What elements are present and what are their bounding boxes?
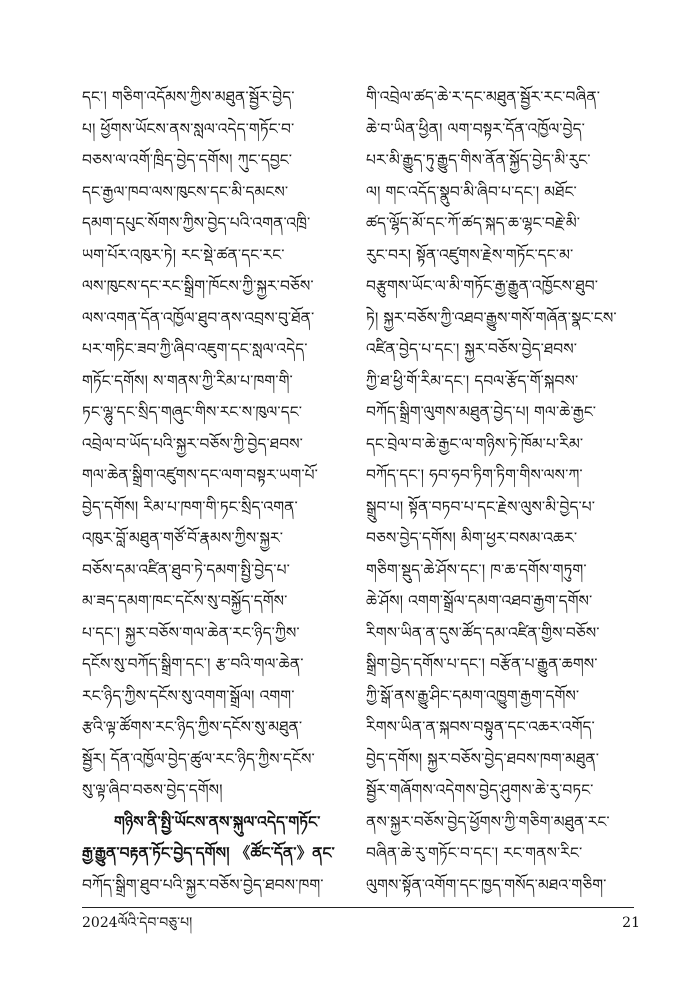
footer-issue-label: 2024ལོའི་དེབ་བཅུ་པ། (82, 915, 193, 931)
text-line: ཀྱི་སྒོ་ནས་རྒྱུ་ཤིང་དམག་འཁྱུག་རྒྱག་དགོས་ (366, 686, 580, 705)
left-text-column (82, 82, 350, 901)
text-line: དང་། གཅིག་འདོམས་ཀྱིས་མཐུན་སྦྱོར་བྱེད་ (82, 88, 295, 106)
text-line: བྱེད་དགོས། སྐྱར་བཅོས་བྱེད་ཐབས་ཁག་མཐུན་ (366, 749, 600, 768)
text-line: དང་བྲེལ་བ་ཆེ་རྒྱང་ལ་གཉིས་ཏེ་ཁོམ་པ་རིམ་ (366, 434, 584, 453)
text-line: འབྲེལ་བ་ཡོད་པའི་སྐྱར་བཅོས་ཀྱི་བྱེད་ཐབས་ (82, 434, 303, 453)
text-line: གལ་ཆེན་སྒྲིག་འཛུགས་དང་ལག་བསྟར་ཡག་པོ་ (82, 466, 318, 484)
text-line: ཀྱི་ཐ་ཕྱི་གོ་རིམ་དང་། དབལ་རྩོད་གོ་སྐབས་ (366, 371, 579, 390)
text-line: བྱེད་དགོས། རིམ་པ་ཁག་གི་ཏང་སྲིད་འགན་ (82, 497, 298, 516)
text-line: བཀོད་སྒྲིག་ལུགས་མཐུན་བྱེད་པ། གལ་ཆེ་རྒྱང་ (366, 403, 597, 421)
text-line: བཀོད་དང་། ཧབ་ཧབ་ཏིག་ཏིག་གིས་ལས་ཀ་ (366, 466, 583, 484)
text-line: རང་ཉིད་ཀྱིས་དངོས་སུ་འགག་སྒྲོལ། འགག་ (82, 686, 295, 705)
text-line: ཚད་ལྷོད་མོ་དང་ཀོ་ཚད་སྐད་ཆ་ལྷང་བརྗེ་མི་ (366, 214, 581, 232)
text-line: མ་ཟད་དམག་ཁང་དངོས་སུ་བསྐྱོད་དགོས་ (82, 592, 288, 610)
text-line: ལས་ཁུངས་དང་རང་སྒྲིག་ཁོངས་ཀྱི་སྐྱར་བཅོས་ (82, 277, 314, 295)
text-line: ཡག་པོར་འཁུར་ཏེ། རང་སྡེ་ཚན་དང་རང་ (82, 245, 285, 264)
text-line: བཅས་ལ་འགོ་ཁྲིད་བྱེད་དགོས། ཀུང་དབྱང་ (82, 151, 293, 169)
text-line: རྩའི་ལྟ་ཚོགས་རང་ཉིད་ཀྱིས་དངོས་སུ་མཐུན་ (82, 718, 303, 736)
text-line: དམག་དཔུང་སོགས་ཀྱིས་བྱེད་པའི་འགན་འཁྲི་ (82, 214, 311, 232)
text-line: རིགས་ཡིན་ན་སྐབས་བསྟུན་དང་འཆར་འགོད་ (366, 718, 595, 736)
text-line: གཏོང་དགོས། ས་གནས་ཀྱི་རིམ་པ་ཁག་གི་ (82, 371, 293, 390)
text-line: བཅོས་དམ་འཛིན་ཐུབ་ཏེ་དམག་སྤྱི་བྱེད་པ་ (82, 560, 290, 579)
text-line: རིགས་ཡིན་ན་དུས་ཚོད་དམ་འཛིན་གྱིས་བཅོས་ (366, 623, 600, 642)
text-line: སུ་ལྟ་ཞིབ་བཅས་བྱེད་དགོས། (82, 781, 223, 799)
text-line: བཞིན་ཆེ་རུ་གཏོང་བ་དང་། རང་གནས་རིང་ (366, 844, 583, 862)
text-line: ནས་སྐྱར་བཅོས་བྱེད་ཕྱོགས་ཀྱི་གཅིག་མཐུན་རང་ (366, 812, 610, 831)
right-text-column (366, 82, 634, 901)
text-line: ལ། གང་འདོད་སྣུབ་མི་ཞིབ་པ་དང་། མཐོང་ (366, 182, 577, 201)
text-line: གཉིས་ནི་སྤྱི་ཡོངས་ནས་སྐུལ་འདེད་གཏོང་ (114, 812, 321, 831)
text-line: སྒྲུབ་པ། སྟོན་བཏབ་པ་དང་རྗེས་ལུས་མི་བྱེད་པ་ (366, 497, 596, 516)
text-line: འཛིན་བྱེད་པ་དང་། སྐྱར་བཅོས་བྱེད་ཐབས་ (366, 340, 578, 358)
text-line: གི་འབྲེལ་ཚད་ཆེ་ར་དང་མཐུན་སྦྱོར་རང་བཞིན་ (366, 88, 601, 106)
text-line: ཆེ་བ་ཡིན་ཕྱིན། ལག་བསྟར་དོན་འཁྱོལ་བྱེད་ (366, 119, 585, 138)
text-line: པར་གཏིང་ཟབ་ཀྱི་ཞིབ་འཇུག་དང་སླལ་འདེད་ (82, 340, 308, 358)
text-line: བརྩུགས་ཡོང་ལ་མི་གཏོང་རྒྱ་རྒྱུན་འཁྱོངས་ཐུབ་ (366, 277, 599, 295)
text-line: རུང་བར། སྟོན་འཛུགས་རྗེས་གཏོང་དང་མ་ (366, 245, 574, 264)
text-line: དང་རྒྱལ་ཁབ་ལས་ཁུངས་དང་མི་དམངས་ (82, 182, 289, 201)
text-line: བཀོད་སྒྲིག་ཐུབ་པའི་སྐྱར་བཅོས་བྱེད་ཐབས་ཁག་ (82, 875, 324, 894)
text-line: བཅས་བྱེད་དགོས། མིག་ཕྱར་བསམ་འཆར་ (366, 529, 578, 547)
footer-divider (82, 907, 634, 908)
text-line: ཏེ། སྐྱར་བཅོས་ཀྱི་འཐབ་རྒྱུས་གསོ་གཞོན་སྣང་ངས་ (366, 308, 617, 327)
text-line: སྒྲིག་བྱེད་དགོས་པ་དང་། བརྩོན་པ་རྒྱུན་ཆགས་ (366, 655, 598, 673)
text-line: ཏང་ལྷུ་དང་སྲིད་གཞུང་གིས་རང་ས་ཁུལ་དང་ (82, 403, 303, 421)
text-line: སྦྱོར། དོན་འཁྱོལ་བྱེད་ཚུལ་རང་ཉིད་ཀྱིས་དངོས་ (82, 749, 315, 768)
text-line: ཆེ་ཤོས། འགག་སྒྲོལ་དམག་འཐབ་རྒྱག་དགོས་ (366, 592, 593, 610)
text-line: ལས་འགན་དོན་འཁྱོལ་ཐུབ་ནས་འབྲས་བུ་ཐོན་ (82, 308, 315, 327)
text-line: འཁུར་བློ་མཐུན་གཙོ་བོ་རྣམས་ཀྱིས་སྐྱར་ (82, 529, 284, 547)
text-line: སྦྱོར་གཞོགས་འདེགས་བྱེད་ཤུགས་ཆེ་རུ་བཏང་ (366, 781, 594, 799)
page-number: 21 (622, 915, 640, 931)
text-line: ལུགས་སྟོན་འགོག་དང་ཁྱད་གསོད་མཐའ་གཅིག་ (366, 875, 607, 894)
text-line: རྒྱ་རྒྱུན་བརྟན་ཏོང་བྱེད་དགོས། 《ཚོང་དོན་》ནང་ (82, 844, 335, 862)
text-line: དངོས་སུ་བཀོད་སྒྲིག་དང་། རྩ་བའི་གལ་ཆེན་ (82, 655, 304, 673)
text-line: པར་མི་རྒྱུད་ཏུ་རྒྱུད་གིས་ནོན་སྐྱོད་བྱེད་མི་རུང་ (366, 151, 591, 169)
text-line: པ། ཕྱོགས་ཡོངས་ནས་སླལ་འདེད་གཏོང་བ་ (82, 119, 295, 138)
text-line: པ་དང་། སྐྱར་བཅོས་གལ་ཆེན་རང་ཉིད་ཀྱིས་ (82, 623, 300, 642)
text-line: གཅིག་སྡུད་ཆེ་ཤོས་དང་། ཁ་ཆ་དགོས་གཏུག་ (366, 560, 587, 579)
